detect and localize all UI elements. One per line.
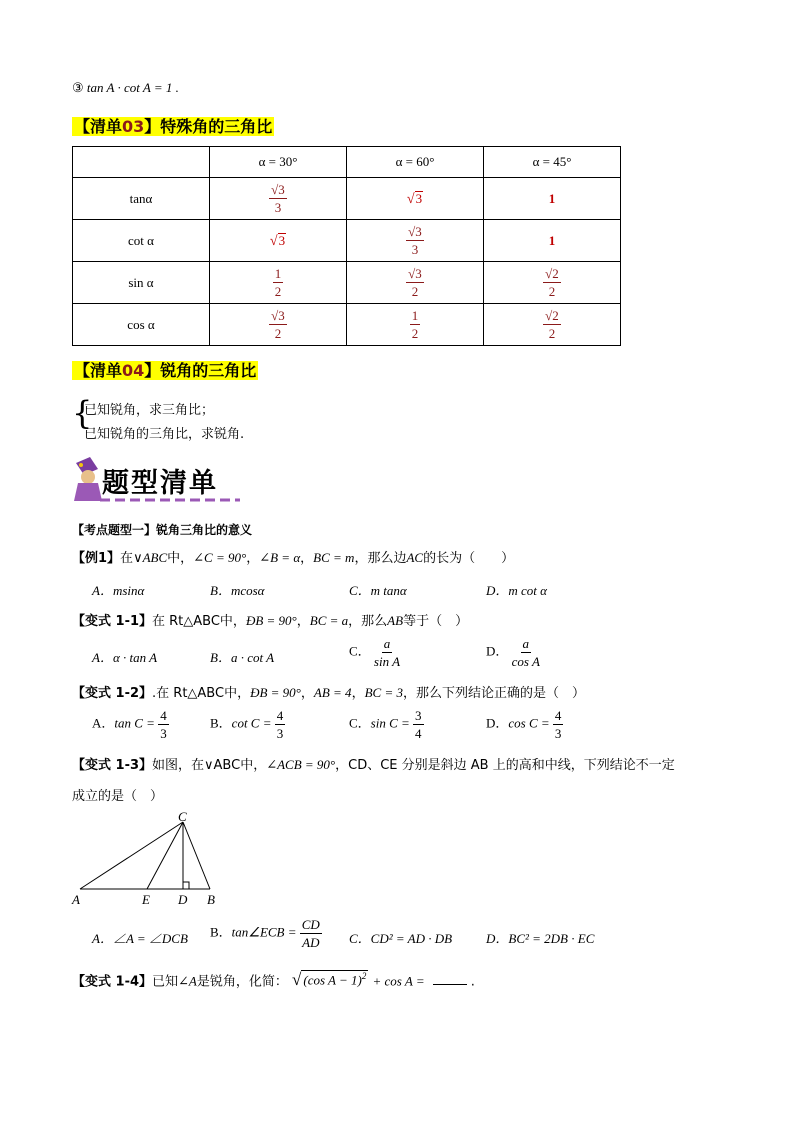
variant-1-2-stem: 【变式 1-2】.在 Rt△ABC中，ÐB = 90°，AB = 4，BC = 3，那么下列结论正确的是（ ） [72, 685, 585, 701]
exponent: 2 [361, 971, 367, 981]
answer-blank[interactable] [433, 984, 467, 985]
value-one: 1 [548, 232, 556, 248]
option-function: sin C = [370, 715, 410, 731]
numerator: 3 [415, 708, 422, 723]
fraction [553, 709, 564, 740]
radical-sign-icon: √ [406, 191, 415, 207]
value-cell [484, 262, 621, 304]
fraction [269, 183, 287, 214]
radicand: 3 [415, 191, 423, 207]
section-prefix: 【清单 [74, 361, 123, 380]
denominator: 3 [411, 242, 419, 257]
value-cell [210, 178, 347, 220]
option-d[interactable] [486, 709, 563, 740]
numerator: 1 [411, 308, 419, 323]
denominator: AD [302, 935, 320, 950]
value-cell [210, 304, 347, 346]
table-row [73, 262, 621, 304]
option-c[interactable] [349, 709, 424, 740]
denominator: 4 [415, 726, 422, 741]
banner-title: 题型清单 [102, 468, 218, 499]
value-cell [347, 178, 484, 220]
stem-text: 在 [120, 551, 134, 566]
side-name: AB [387, 613, 404, 628]
condition: ÐB = 90° [245, 613, 297, 628]
option-function: tan C = [114, 715, 155, 731]
radical-sign-icon: √ [292, 970, 302, 990]
option-function: cos C = [508, 715, 550, 731]
denominator: cos A [511, 654, 540, 669]
value-cell [347, 262, 484, 304]
triangle-figure [68, 812, 228, 908]
function-label: sin α [73, 262, 210, 304]
value-cell [347, 220, 484, 262]
brace-line-1: 已知锐角，求三角比； [84, 403, 215, 418]
numerator: √3 [408, 224, 422, 239]
fraction [543, 267, 561, 298]
section-number: 03 [122, 117, 145, 136]
option-b[interactable]: B．a · cot A [210, 650, 275, 665]
numerator: √2 [545, 266, 559, 281]
label-c: C [178, 812, 187, 824]
header-cell: α = 45° [484, 147, 621, 178]
stem-text: ，CD、CE 分别是斜边 AB 上的高和中线，下列结论不一定 [335, 758, 675, 773]
numerator: √3 [271, 182, 285, 197]
square-root [407, 191, 423, 206]
condition: AB = 4 [313, 685, 352, 700]
condition: ∠B = α [259, 550, 301, 565]
option-b[interactable] [210, 918, 322, 949]
function-label: tanα [73, 178, 210, 220]
option-a[interactable]: A．∠A = ∠DCB [92, 931, 188, 946]
table-row [73, 178, 621, 220]
header-cell: α = 60° [347, 147, 484, 178]
option-b[interactable] [210, 709, 285, 740]
option-d[interactable]: D．BC² = 2DB · EC [486, 931, 595, 946]
section-number: 04 [122, 361, 145, 380]
value-cell [210, 262, 347, 304]
table-header-row [73, 147, 621, 178]
sqrt-expression [292, 970, 368, 988]
function-label: cos α [73, 304, 210, 346]
option-label: D． [486, 715, 509, 731]
numerator: √3 [408, 266, 422, 281]
fraction [275, 709, 286, 740]
denominator: 2 [548, 326, 556, 341]
label-d: D [178, 892, 188, 907]
label-a: A [72, 892, 80, 907]
option-a[interactable]: A．α · tan A [92, 650, 158, 665]
stem-text: 中， [167, 551, 194, 566]
denominator: 2 [548, 284, 556, 299]
denominator: 3 [276, 726, 284, 741]
numerator: 4 [554, 708, 562, 723]
condition: BC = a [309, 613, 349, 628]
example-1-stem: 【例1】在∨ABC中，∠C = 90°，∠B = α，BC = m，那么边AC的长为（ ） [72, 550, 515, 566]
expression-rest: + cos A = [372, 973, 425, 989]
variant-1-3-stem [72, 754, 675, 773]
fraction [300, 918, 322, 949]
condition: ÐB = 90° [250, 685, 301, 700]
stem-text: 的长为（ ） [423, 551, 515, 566]
option-label: A． [92, 715, 115, 731]
condition: ∠C = 90° [193, 550, 247, 565]
section-title: 】特殊角的三角比 [144, 117, 273, 136]
stem-text: 等于（ ） [403, 614, 469, 629]
stem-text: 是锐角，化简： [196, 974, 288, 990]
option-function: tan∠ECB = [231, 924, 297, 940]
function-label: cot α [73, 220, 210, 262]
option-c[interactable]: C．m tanα [349, 583, 407, 598]
value-cell [347, 304, 484, 346]
side-name: AC [406, 550, 424, 565]
identity-formula: tan A · cot A = 1 . [86, 80, 179, 95]
numerator: 1 [274, 266, 282, 281]
section-prefix: 【清单 [74, 117, 123, 136]
section-03-heading [72, 114, 274, 137]
stem-text: ，那么边 [354, 551, 407, 566]
triangle-name: ∨ABC [133, 550, 168, 565]
label-e: E [142, 892, 150, 907]
denominator: 3 [160, 726, 167, 741]
section-04-heading [72, 358, 258, 381]
denominator: 2 [411, 284, 419, 299]
table-row [73, 304, 621, 346]
fraction [273, 267, 284, 298]
denominator: 3 [554, 726, 562, 741]
value-cell [484, 220, 621, 262]
stem-text: 如图，在∨ABC中， [152, 758, 267, 773]
stem-text: .在 Rt△ABC中， [152, 686, 251, 701]
option-c[interactable]: C．CD² = AD · DB [349, 931, 453, 946]
condition: BC = m [313, 550, 355, 565]
value-cell [210, 220, 347, 262]
numerator: √3 [271, 308, 285, 323]
radical-sign-icon: √ [269, 233, 278, 249]
fraction [406, 225, 424, 256]
numerator: a [522, 636, 530, 651]
fraction [410, 309, 421, 340]
variant-tag: 【变式 1-2】 [72, 686, 153, 701]
brace-line-2: 已知锐角的三角比，求锐角. [84, 427, 245, 442]
fraction [406, 267, 424, 298]
side-cb [183, 822, 210, 889]
fraction [543, 309, 561, 340]
option-function: cot C = [231, 715, 272, 731]
value-cell [484, 178, 621, 220]
table-row [73, 220, 621, 262]
radicand: 3 [278, 233, 286, 249]
variant-tag: 【变式 1-1】 [72, 614, 153, 629]
header-cell [73, 147, 210, 178]
period: . [470, 974, 475, 990]
stem-text: ，那么 [348, 614, 388, 629]
special-angles-table [72, 146, 621, 346]
variant-1-4-stem [72, 970, 475, 989]
question-types-banner [72, 455, 242, 505]
stem-text: 已知 [152, 974, 179, 990]
denominator: sin A [373, 654, 401, 669]
option-a[interactable] [92, 709, 169, 740]
fraction [158, 709, 169, 740]
variant-1-3-stem-cont: 成立的是（ ） [72, 789, 164, 804]
circled-number: ③ [72, 80, 84, 95]
header-cell: α = 30° [210, 147, 347, 178]
numerator: √2 [545, 308, 559, 323]
option-label: D． [486, 643, 509, 659]
numerator: CD [301, 917, 320, 932]
stem-text: 在 Rt△ABC中， [152, 614, 246, 629]
option-label: C． [349, 643, 371, 659]
section-title: 】锐角的三角比 [144, 361, 257, 380]
variant-tag: 【变式 1-3】 [72, 758, 153, 773]
radicand: (cos A − 1) [303, 972, 362, 988]
identity-line [72, 80, 179, 96]
angle-name: ∠A [178, 973, 197, 989]
curly-brace: { [72, 394, 93, 432]
side-ac [80, 822, 183, 889]
condition: BC = 3 [364, 685, 403, 700]
option-a[interactable]: A．msinα [92, 583, 145, 598]
option-label: B． [210, 924, 232, 940]
fraction [374, 637, 400, 668]
option-label: B． [210, 715, 232, 731]
condition: ∠ACB = 90° [266, 757, 336, 772]
value-one: 1 [548, 190, 556, 206]
right-angle-mark [183, 882, 189, 889]
label-b: B [207, 892, 215, 907]
square-root [270, 233, 286, 248]
option-label: C． [349, 715, 371, 731]
option-b[interactable]: B．mcosα [210, 583, 265, 598]
numerator: a [383, 636, 391, 651]
question-type-label: 【考点题型一】锐角三角比的意义 [72, 523, 253, 537]
fraction [269, 309, 287, 340]
fraction [413, 709, 424, 740]
denominator: 3 [274, 200, 282, 215]
option-d[interactable]: D．m cot α [486, 583, 547, 598]
variant-tag: 【变式 1-4】 [72, 974, 153, 990]
option-c[interactable] [349, 637, 400, 668]
option-d[interactable] [486, 637, 540, 668]
denominator: 2 [274, 326, 282, 341]
example-tag: 【例1】 [72, 551, 121, 566]
stem-text: ，那么下列结论正确的是（ ） [402, 686, 585, 701]
value-cell [484, 304, 621, 346]
median-ce [147, 822, 183, 889]
numerator: 4 [160, 708, 167, 723]
variant-1-1-stem: 【变式 1-1】在 Rt△ABC中，ÐB = 90°，BC = a，那么AB等于（ ） [72, 613, 469, 629]
fraction [512, 637, 540, 668]
denominator: 2 [411, 326, 419, 341]
denominator: 2 [274, 284, 282, 299]
numerator: 4 [276, 708, 284, 723]
